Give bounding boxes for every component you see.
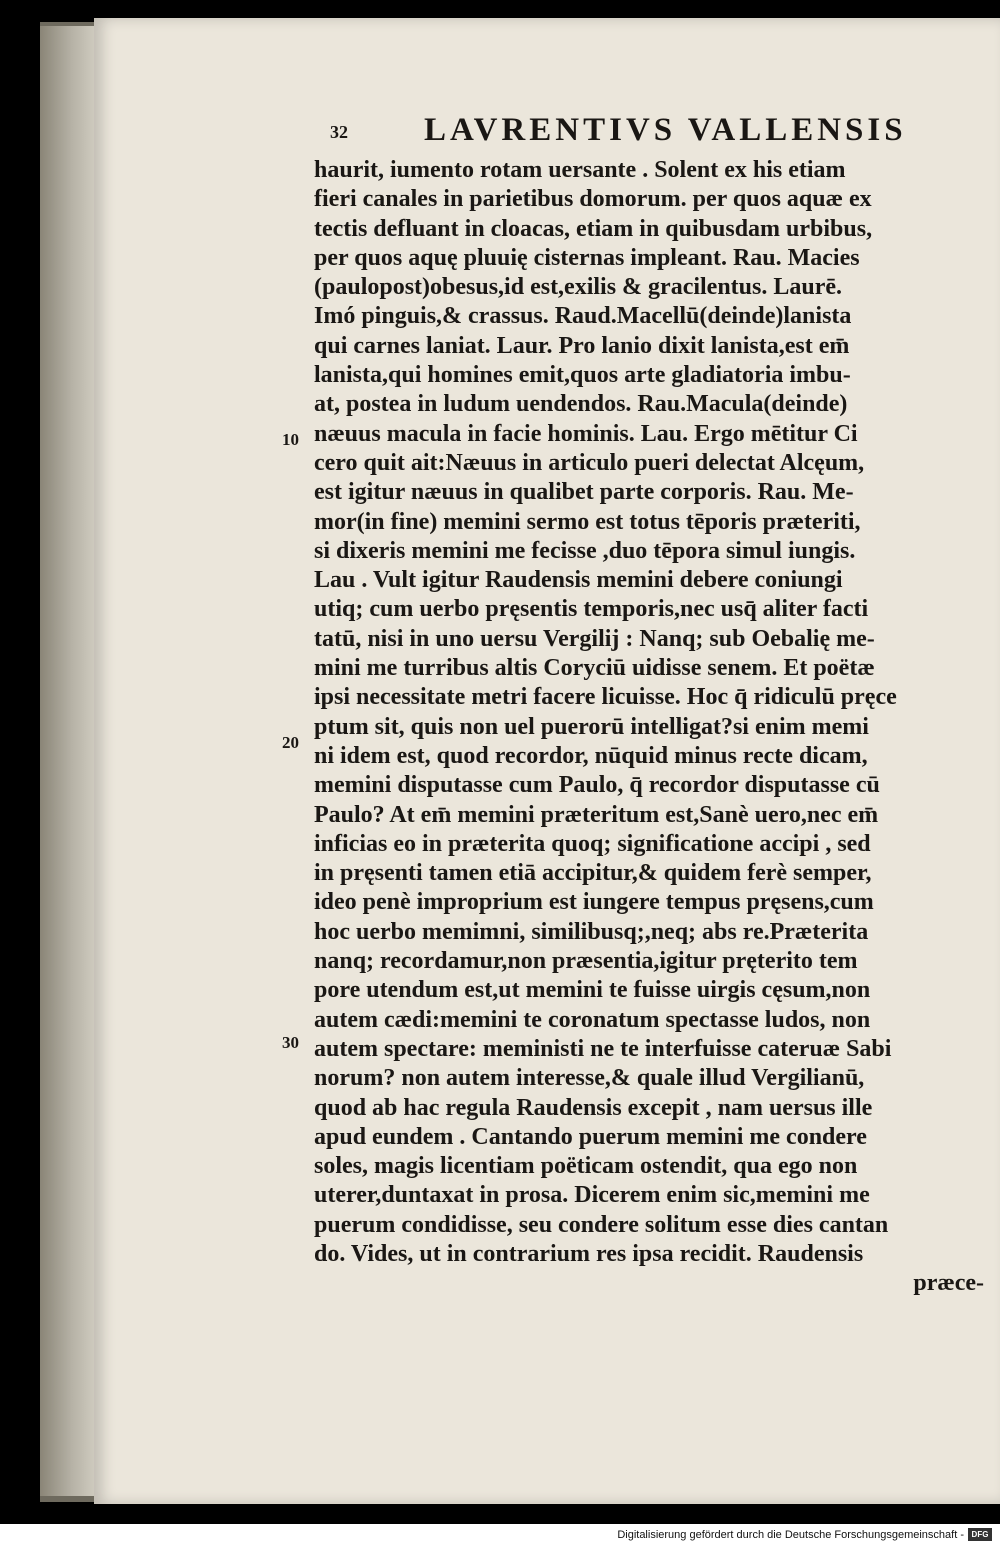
- margin-line-number: 20: [282, 733, 299, 752]
- margin-line-number: 10: [282, 430, 299, 449]
- text-line: norum? non autem interesse,& quale illud Vergilianū,: [314, 1065, 865, 1092]
- text-line: haurit, iumento rotam uersante . Solent ex his etiam: [314, 157, 846, 183]
- text-line: fieri canales in parietibus domorum. per quos aquæ ex: [314, 186, 872, 213]
- text-line: si dixeris memini me fecisse ,duo tēpora simul iungis.: [314, 537, 856, 564]
- text-line: Imó pinguis,& crassus. Raud.Macellū(deinde)lanista: [314, 303, 852, 330]
- text-line: memini disputasse cum Paulo, q̄ recordor disputasse cū: [314, 772, 880, 799]
- text-line: ptum sit, quis non uel puerorū intelligat?si enim memi: [314, 713, 869, 740]
- text-line: qui carnes laniat. Laur. Pro lanio dixit lanista,est em̄: [314, 332, 850, 359]
- catchword: præce-: [913, 1270, 984, 1297]
- text-line: per quos aquę pluuię cisternas impleant. Rau. Macies: [314, 244, 860, 271]
- text-line: autem spectare: meministi ne te interfuisse cateruæ Sabi: [314, 1035, 892, 1062]
- text-line: apud eundem . Cantando puerum memini me condere: [314, 1123, 867, 1150]
- text-line: cero quit ait:Næuus in articulo pueri delectat Alcęum,: [314, 449, 865, 476]
- text-line: puerum condidisse, seu condere solitum esse dies cantan: [314, 1211, 889, 1238]
- text-line: est igitur næuus in qualibet parte corporis. Rau. Me-: [314, 479, 854, 506]
- text-line: Paulo? At em̄ memini præteritum est,Sanè uero,nec em̄: [314, 801, 879, 828]
- text-line: autem cædi:memini te coronatum spectasse ludos, non: [314, 1006, 871, 1033]
- text-line: inficias eo in præterita quoq; significatione accipi , sed: [314, 830, 871, 857]
- text-line: tatū, nisi in uno uersu Vergilij : Nanq; sub Oebalię me-: [314, 625, 875, 652]
- running-title: LAVRENTIVS VALLENSIS: [424, 112, 907, 148]
- footer-bar: [0, 1524, 1000, 1546]
- text-line: ipsi necessitate metri facere licuisse. Hoc q̄ ridiculū pręce: [314, 684, 897, 711]
- dfg-logo: DFG: [968, 1528, 992, 1541]
- text-line: næuus macula in facie hominis. Lau. Ergo mētitur Ci: [314, 420, 858, 447]
- text-line: uterer,duntaxat in prosa. Dicerem enim sic,memini me: [314, 1182, 870, 1209]
- running-head: [330, 112, 907, 152]
- text-line: tectis defluant in cloacas, etiam in quibusdam urbibus,: [314, 215, 873, 242]
- text-line: mor(in fine) memini sermo est totus tēporis præteriti,: [314, 508, 861, 535]
- text-line: quod ab hac regula Raudensis excepit , nam uersus ille: [314, 1094, 873, 1121]
- body-text: [314, 156, 984, 1299]
- text-line: Lau . Vult igitur Raudensis memini debere coniungi: [314, 567, 843, 594]
- funding-notice: Digitalisierung gefördert durch die Deutsche Forschungsgemeinschaft -: [617, 1529, 964, 1541]
- text-line: mini me turribus altis Coryciū uidisse senem. Et poëtæ: [314, 655, 875, 682]
- text-line: (paulopost)obesus,id est,exilis & gracilentus. Laurē.: [314, 274, 843, 301]
- text-line: utiq; cum uerbo pręsentis temporis,nec usq̄ aliter facti: [314, 596, 869, 623]
- text-line: soles, magis licentiam poëticam ostendit, qua ego non: [314, 1153, 858, 1180]
- text-line: at, postea in ludum uendendos. Rau.Macula(deinde): [314, 391, 848, 418]
- text-line: do. Vides, ut in contrarium res ipsa recidit. Raudensis: [314, 1240, 864, 1267]
- page-number: 32: [330, 122, 348, 142]
- text-line: lanista,qui homines emit,quos arte gladiatoria imbu-: [314, 362, 851, 389]
- text-line: nanq; recordamur,non præsentia,igitur pręterito tem: [314, 948, 858, 975]
- book-spine: [40, 26, 98, 1496]
- text-line: pore utendum est,ut memini te fuisse uirgis cęsum,non: [314, 977, 871, 1004]
- text-line: in pręsenti tamen etiā accipitur,& quidem ferè semper,: [314, 860, 872, 887]
- text-line: hoc uerbo memimni, similibusq;,neq; abs re.Præterita: [314, 918, 869, 945]
- text-line: ideo penè improprium est iungere tempus pręsens,cum: [314, 889, 874, 916]
- text-line: ni idem est, quod recordor, nūquid minus recte dicam,: [314, 742, 868, 769]
- margin-line-number: 30: [282, 1033, 299, 1052]
